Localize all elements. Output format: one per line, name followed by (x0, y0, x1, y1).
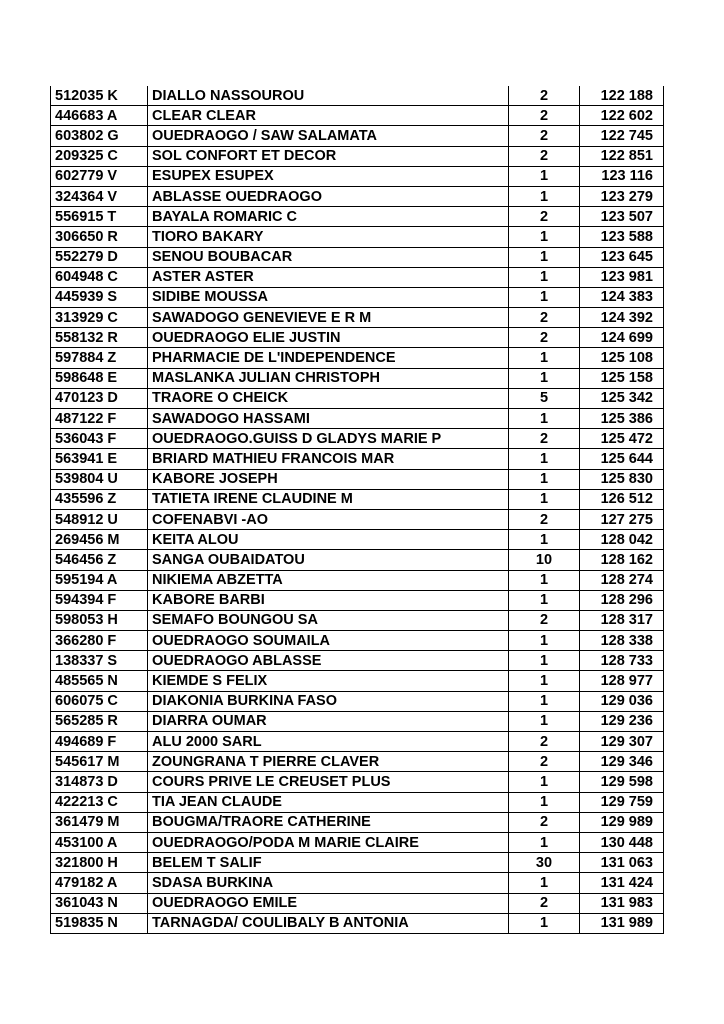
table-row (51, 449, 664, 469)
table-row (51, 388, 664, 408)
code-cell: 602779 V (51, 166, 148, 186)
name-cell: DIALLO NASSOUROU (148, 86, 509, 106)
name-cell: DIAKONIA BURKINA FASO (148, 691, 509, 711)
amount-cell: 123 116 (580, 166, 664, 186)
code-cell: 603802 G (51, 126, 148, 146)
name-cell: ESUPEX ESUPEX (148, 166, 509, 186)
quantity-cell: 1 (509, 832, 580, 852)
table-row (51, 530, 664, 550)
quantity-cell: 2 (509, 146, 580, 166)
table-row (51, 86, 664, 106)
name-cell: CLEAR CLEAR (148, 106, 509, 126)
amount-cell: 123 981 (580, 267, 664, 287)
table-row (51, 610, 664, 630)
amount-cell: 131 424 (580, 873, 664, 893)
name-cell: ABLASSE OUEDRAOGO (148, 186, 509, 206)
quantity-cell: 1 (509, 489, 580, 509)
table-row (51, 146, 664, 166)
table-row (51, 570, 664, 590)
quantity-cell: 1 (509, 348, 580, 368)
amount-cell: 129 036 (580, 691, 664, 711)
code-cell: 594394 F (51, 590, 148, 610)
name-cell: OUEDRAOGO SOUMAILA (148, 631, 509, 651)
name-cell: NIKIEMA ABZETTA (148, 570, 509, 590)
code-cell: 313929 C (51, 308, 148, 328)
code-cell: 487122 F (51, 409, 148, 429)
table-row (51, 550, 664, 570)
name-cell: BRIARD MATHIEU FRANCOIS MAR (148, 449, 509, 469)
name-cell: OUEDRAOGO/PODA M MARIE CLAIRE (148, 832, 509, 852)
table-row (51, 267, 664, 287)
amount-cell: 125 342 (580, 388, 664, 408)
amount-cell: 122 602 (580, 106, 664, 126)
amount-cell: 125 386 (580, 409, 664, 429)
table-row (51, 711, 664, 731)
code-cell: 565285 R (51, 711, 148, 731)
name-cell: BAYALA ROMARIC C (148, 207, 509, 227)
name-cell: COFENABVI -AO (148, 509, 509, 529)
amount-cell: 131 989 (580, 913, 664, 933)
table-row (51, 832, 664, 852)
quantity-cell: 1 (509, 409, 580, 429)
quantity-cell: 2 (509, 509, 580, 529)
quantity-cell: 1 (509, 368, 580, 388)
table-row (51, 853, 664, 873)
amount-cell: 127 275 (580, 509, 664, 529)
amount-cell: 128 042 (580, 530, 664, 550)
name-cell: BOUGMA/TRAORE CATHERINE (148, 812, 509, 832)
quantity-cell: 1 (509, 247, 580, 267)
table-row (51, 812, 664, 832)
document-page (50, 86, 664, 934)
code-cell: 545617 M (51, 752, 148, 772)
quantity-cell: 5 (509, 388, 580, 408)
name-cell: KABORE BARBI (148, 590, 509, 610)
amount-cell: 125 830 (580, 469, 664, 489)
table-row (51, 509, 664, 529)
code-cell: 422213 C (51, 792, 148, 812)
quantity-cell: 1 (509, 166, 580, 186)
code-cell: 453100 A (51, 832, 148, 852)
amount-cell: 122 745 (580, 126, 664, 146)
quantity-cell: 1 (509, 227, 580, 247)
name-cell: SDASA BURKINA (148, 873, 509, 893)
name-cell: KABORE JOSEPH (148, 469, 509, 489)
table-row (51, 913, 664, 933)
quantity-cell: 30 (509, 853, 580, 873)
code-cell: 563941 E (51, 449, 148, 469)
code-cell: 512035 K (51, 86, 148, 106)
code-cell: 314873 D (51, 772, 148, 792)
table-row (51, 873, 664, 893)
amount-cell: 125 158 (580, 368, 664, 388)
amount-cell: 123 588 (580, 227, 664, 247)
amount-cell: 128 274 (580, 570, 664, 590)
code-cell: 321800 H (51, 853, 148, 873)
table-row (51, 651, 664, 671)
quantity-cell: 1 (509, 691, 580, 711)
quantity-cell: 1 (509, 711, 580, 731)
amount-cell: 124 392 (580, 308, 664, 328)
table-row (51, 671, 664, 691)
amount-cell: 124 699 (580, 328, 664, 348)
name-cell: SENOU BOUBACAR (148, 247, 509, 267)
quantity-cell: 1 (509, 449, 580, 469)
amount-cell: 128 338 (580, 631, 664, 651)
name-cell: TATIETA IRENE CLAUDINE M (148, 489, 509, 509)
quantity-cell: 2 (509, 610, 580, 630)
name-cell: ALU 2000 SARL (148, 732, 509, 752)
name-cell: KEITA ALOU (148, 530, 509, 550)
code-cell: 209325 C (51, 146, 148, 166)
code-cell: 598648 E (51, 368, 148, 388)
table-row (51, 489, 664, 509)
name-cell: OUEDRAOGO EMILE (148, 893, 509, 913)
amount-cell: 129 759 (580, 792, 664, 812)
amount-cell: 129 598 (580, 772, 664, 792)
quantity-cell: 2 (509, 328, 580, 348)
code-cell: 306650 R (51, 227, 148, 247)
code-cell: 324364 V (51, 186, 148, 206)
table-row (51, 348, 664, 368)
table-row (51, 893, 664, 913)
amount-cell: 129 346 (580, 752, 664, 772)
quantity-cell: 1 (509, 186, 580, 206)
name-cell: SAWADOGO GENEVIEVE E R M (148, 308, 509, 328)
amount-cell: 128 733 (580, 651, 664, 671)
amount-cell: 128 977 (580, 671, 664, 691)
amount-cell: 124 383 (580, 287, 664, 307)
quantity-cell: 2 (509, 86, 580, 106)
code-cell: 470123 D (51, 388, 148, 408)
table-row (51, 227, 664, 247)
amount-cell: 130 448 (580, 832, 664, 852)
name-cell: DIARRA OUMAR (148, 711, 509, 731)
name-cell: SEMAFO BOUNGOU SA (148, 610, 509, 630)
code-cell: 445939 S (51, 287, 148, 307)
code-cell: 479182 A (51, 873, 148, 893)
quantity-cell: 2 (509, 126, 580, 146)
amount-cell: 122 188 (580, 86, 664, 106)
table-row (51, 752, 664, 772)
amount-cell: 123 279 (580, 186, 664, 206)
table-row (51, 792, 664, 812)
name-cell: TRAORE O CHEICK (148, 388, 509, 408)
amount-cell: 129 236 (580, 711, 664, 731)
code-cell: 269456 M (51, 530, 148, 550)
table-row (51, 287, 664, 307)
code-cell: 556915 T (51, 207, 148, 227)
amount-cell: 128 296 (580, 590, 664, 610)
table-row (51, 328, 664, 348)
quantity-cell: 1 (509, 631, 580, 651)
code-cell: 494689 F (51, 732, 148, 752)
name-cell: BELEM T SALIF (148, 853, 509, 873)
name-cell: OUEDRAOGO ELIE JUSTIN (148, 328, 509, 348)
code-cell: 435596 Z (51, 489, 148, 509)
quantity-cell: 1 (509, 792, 580, 812)
listing-table-body (51, 86, 664, 933)
quantity-cell: 1 (509, 671, 580, 691)
quantity-cell: 1 (509, 570, 580, 590)
amount-cell: 123 645 (580, 247, 664, 267)
amount-cell: 125 644 (580, 449, 664, 469)
quantity-cell: 10 (509, 550, 580, 570)
name-cell: OUEDRAOGO ABLASSE (148, 651, 509, 671)
quantity-cell: 2 (509, 812, 580, 832)
quantity-cell: 1 (509, 267, 580, 287)
code-cell: 536043 F (51, 429, 148, 449)
name-cell: TARNAGDA/ COULIBALY B ANTONIA (148, 913, 509, 933)
table-row (51, 186, 664, 206)
amount-cell: 129 307 (580, 732, 664, 752)
quantity-cell: 2 (509, 207, 580, 227)
quantity-cell: 1 (509, 530, 580, 550)
code-cell: 595194 A (51, 570, 148, 590)
table-row (51, 207, 664, 227)
table-row (51, 732, 664, 752)
name-cell: ZOUNGRANA T PIERRE CLAVER (148, 752, 509, 772)
code-cell: 539804 U (51, 469, 148, 489)
quantity-cell: 1 (509, 590, 580, 610)
quantity-cell: 2 (509, 106, 580, 126)
quantity-cell: 2 (509, 732, 580, 752)
quantity-cell: 2 (509, 752, 580, 772)
name-cell: SIDIBE MOUSSA (148, 287, 509, 307)
code-cell: 604948 C (51, 267, 148, 287)
code-cell: 446683 A (51, 106, 148, 126)
name-cell: TIA JEAN CLAUDE (148, 792, 509, 812)
code-cell: 606075 C (51, 691, 148, 711)
quantity-cell: 1 (509, 469, 580, 489)
table-row (51, 166, 664, 186)
amount-cell: 131 063 (580, 853, 664, 873)
quantity-cell: 1 (509, 873, 580, 893)
amount-cell: 123 507 (580, 207, 664, 227)
listing-table (50, 86, 664, 934)
code-cell: 597884 Z (51, 348, 148, 368)
amount-cell: 128 162 (580, 550, 664, 570)
amount-cell: 125 108 (580, 348, 664, 368)
name-cell: OUEDRAOGO / SAW SALAMATA (148, 126, 509, 146)
table-row (51, 590, 664, 610)
name-cell: SOL CONFORT ET DECOR (148, 146, 509, 166)
table-row (51, 429, 664, 449)
code-cell: 558132 R (51, 328, 148, 348)
name-cell: MASLANKA JULIAN CHRISTOPH (148, 368, 509, 388)
quantity-cell: 2 (509, 429, 580, 449)
quantity-cell: 2 (509, 893, 580, 913)
name-cell: OUEDRAOGO.GUISS D GLADYS MARIE P (148, 429, 509, 449)
code-cell: 552279 D (51, 247, 148, 267)
table-row (51, 247, 664, 267)
name-cell: PHARMACIE DE L'INDEPENDENCE (148, 348, 509, 368)
amount-cell: 126 512 (580, 489, 664, 509)
amount-cell: 131 983 (580, 893, 664, 913)
quantity-cell: 1 (509, 772, 580, 792)
quantity-cell: 1 (509, 651, 580, 671)
table-row (51, 772, 664, 792)
code-cell: 138337 S (51, 651, 148, 671)
code-cell: 546456 Z (51, 550, 148, 570)
name-cell: SANGA OUBAIDATOU (148, 550, 509, 570)
name-cell: COURS PRIVE LE CREUSET PLUS (148, 772, 509, 792)
quantity-cell: 1 (509, 913, 580, 933)
name-cell: TIORO BAKARY (148, 227, 509, 247)
code-cell: 598053 H (51, 610, 148, 630)
table-row (51, 691, 664, 711)
amount-cell: 128 317 (580, 610, 664, 630)
table-row (51, 631, 664, 651)
amount-cell: 125 472 (580, 429, 664, 449)
quantity-cell: 1 (509, 287, 580, 307)
code-cell: 366280 F (51, 631, 148, 651)
amount-cell: 122 851 (580, 146, 664, 166)
name-cell: KIEMDE S FELIX (148, 671, 509, 691)
code-cell: 519835 N (51, 913, 148, 933)
name-cell: ASTER ASTER (148, 267, 509, 287)
code-cell: 548912 U (51, 509, 148, 529)
code-cell: 361479 M (51, 812, 148, 832)
code-cell: 361043 N (51, 893, 148, 913)
table-row (51, 126, 664, 146)
table-row (51, 106, 664, 126)
table-row (51, 469, 664, 489)
name-cell: SAWADOGO HASSAMI (148, 409, 509, 429)
table-row (51, 308, 664, 328)
amount-cell: 129 989 (580, 812, 664, 832)
code-cell: 485565 N (51, 671, 148, 691)
table-row (51, 409, 664, 429)
quantity-cell: 2 (509, 308, 580, 328)
table-row (51, 368, 664, 388)
